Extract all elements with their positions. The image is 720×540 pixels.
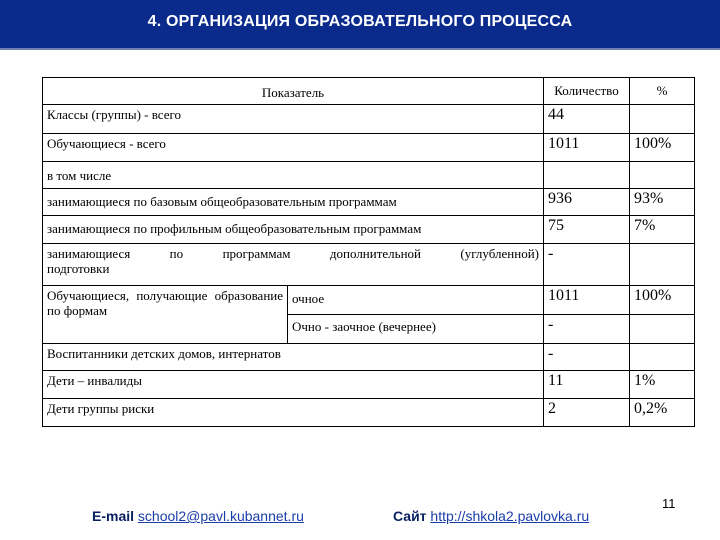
- row-percent: 1%: [630, 371, 695, 399]
- email-label: E-mail: [92, 508, 135, 524]
- table-row: [43, 134, 695, 162]
- row-label: [43, 244, 544, 286]
- row-count: 75: [544, 216, 630, 244]
- row-percent: [630, 244, 695, 286]
- row-label: в том числе: [43, 162, 544, 189]
- row-percent: [630, 315, 695, 344]
- site-link[interactable]: http://shkola2.pavlovka.ru: [430, 508, 590, 524]
- table-row: [43, 399, 695, 427]
- row-label: Классы (группы) - всего: [43, 105, 544, 134]
- row-percent: [630, 344, 695, 371]
- row-count: 1011: [544, 134, 630, 162]
- slide-header: [0, 0, 720, 50]
- footer-site: [393, 508, 589, 524]
- process-table: [42, 77, 695, 427]
- table-row: [43, 286, 695, 315]
- row-percent: 0,2%: [630, 399, 695, 427]
- header-count: Количество: [544, 78, 630, 105]
- row-sublabel: Очно - заочное (вечернее): [288, 315, 544, 344]
- row-count: 2: [544, 399, 630, 427]
- table-row: [43, 189, 695, 216]
- row-count: 1011: [544, 286, 630, 315]
- row-label: Воспитанники детских домов, интернатов: [43, 344, 544, 371]
- row-count: 44: [544, 105, 630, 134]
- site-label: Сайт: [393, 508, 427, 524]
- row-count: -: [544, 344, 630, 371]
- row-percent: 100%: [630, 286, 695, 315]
- row-label-line2: подготовки: [47, 261, 110, 276]
- header-percent: %: [630, 78, 695, 105]
- row-percent: 100%: [630, 134, 695, 162]
- table-row: [43, 216, 695, 244]
- row-count: [544, 162, 630, 189]
- row-percent: 93%: [630, 189, 695, 216]
- footer-email: [92, 508, 304, 524]
- row-label: Обучающиеся, получающие образование по формам: [43, 286, 288, 344]
- row-label: занимающиеся по базовым общеобразовательным программам: [43, 189, 544, 216]
- table-row: [43, 105, 695, 134]
- table-row: [43, 371, 695, 399]
- page-number: 11: [662, 496, 676, 511]
- row-label: Обучающиеся - всего: [43, 134, 544, 162]
- table-header-row: [43, 78, 695, 105]
- row-count: 11: [544, 371, 630, 399]
- row-label: Дети группы риски: [43, 399, 544, 427]
- header-indicator: Показатель: [43, 78, 544, 105]
- row-count: -: [544, 315, 630, 344]
- row-count: 936: [544, 189, 630, 216]
- row-percent: 7%: [630, 216, 695, 244]
- table-row: [43, 344, 695, 371]
- slide-title: 4. ОРГАНИЗАЦИЯ ОБРАЗОВАТЕЛЬНОГО ПРОЦЕССА: [147, 13, 573, 30]
- row-count: -: [544, 244, 630, 286]
- email-link[interactable]: school2@pavl.kubannet.ru: [137, 508, 304, 524]
- row-sublabel: очное: [288, 286, 544, 315]
- table-row: [43, 244, 695, 286]
- row-percent: [630, 105, 695, 134]
- row-label: Дети – инвалиды: [43, 371, 544, 399]
- row-label-line1: занимающиеся по программам дополнительной (углубленной): [47, 246, 539, 261]
- row-label: занимающиеся по профильным общеобразовательным программам: [43, 216, 544, 244]
- row-percent: [630, 162, 695, 189]
- table-row: [43, 162, 695, 189]
